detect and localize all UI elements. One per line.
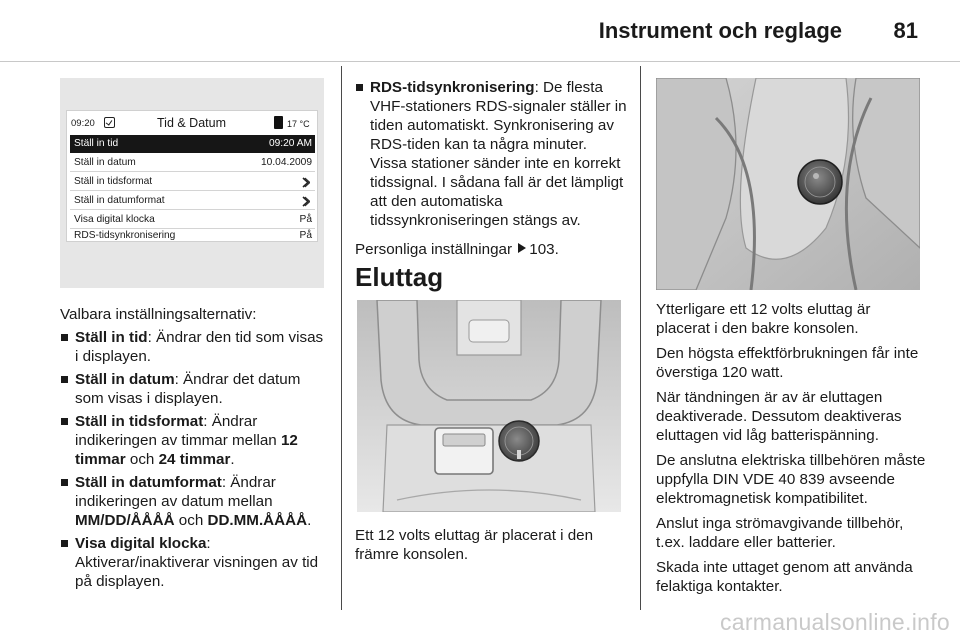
option-desc: : De flesta VHF-stationers RDS-signaler ställer in tiden automatiskt. Synkronisering av RDS-tiden kan ta några minuter. Vissa stationer sänder inte en korrekt tidssignal. I sådana fall är det lämpligt att den automatiska tidssynkroniseringen stängs av. xyxy=(370,79,627,229)
menu-row-value: På xyxy=(299,214,312,225)
option-desc: och xyxy=(125,451,159,468)
option-rds-sync xyxy=(355,78,627,230)
column-divider-right xyxy=(640,66,641,610)
option-term: Ställ in datum xyxy=(75,371,175,388)
option-desc: : Ändrar indikeringen av datum mellan xyxy=(75,474,276,510)
personal-settings-reference xyxy=(355,240,627,259)
page-reference-icon xyxy=(518,243,526,253)
display-illustration xyxy=(60,78,324,288)
menu-row-digital-clock xyxy=(70,211,315,229)
option-desc: . xyxy=(230,451,235,468)
option-desc: och xyxy=(174,512,208,529)
rear-console-socket-photo xyxy=(656,78,920,290)
socket-paragraph: Ytterligare ett 12 volts eluttag är placerat i den bakre konsolen. xyxy=(656,301,871,337)
option-value: 24 timmar xyxy=(158,451,231,468)
submenu-arrow-icon xyxy=(302,177,310,188)
socket-paragraph: När tändningen är av är eluttagen deaktiverade. Dessutom deaktiveras eluttagen vid låg batterispänning. xyxy=(656,389,902,444)
menu-row-label: Ställ in datum xyxy=(74,157,136,168)
bullet-square-icon xyxy=(61,376,68,383)
option-desc: : Ändrar den tid som visas i displayen. xyxy=(75,329,324,365)
submenu-arrow-icon xyxy=(302,196,310,207)
options-intro: Valbara inställningsalternativ: xyxy=(60,306,257,323)
section-heading-eluttag: Eluttag xyxy=(355,262,444,292)
clock-icon xyxy=(104,117,115,128)
bullet-square-icon xyxy=(61,334,68,341)
menu-row-label: RDS-tidsynkronisering xyxy=(74,230,176,241)
header-divider xyxy=(0,61,960,62)
option-set-date xyxy=(60,370,330,408)
menu-row-label: Visa digital klocka xyxy=(74,214,155,225)
option-term: Ställ in tidsformat xyxy=(75,413,204,430)
option-term: Ställ in tid xyxy=(75,329,148,346)
menu-row-set-time xyxy=(70,135,315,153)
bullet-square-icon xyxy=(356,84,363,91)
socket-paragraph: Skada inte uttaget genom att använda felaktiga kontakter. xyxy=(656,559,913,595)
option-value: MM/DD/ÅÅÅÅ xyxy=(75,512,175,529)
rds-section-text xyxy=(355,78,627,259)
socket-paragraph: De anslutna elektriska tillbehören måste uppfylla DIN VDE 40 839 avseende elektromagnetisk kompatibilitet. xyxy=(656,452,926,507)
front-console-illustration xyxy=(357,300,621,512)
option-desc: : Ändrar det datum som visas i displayen. xyxy=(75,371,301,407)
screen-time: 09:20 xyxy=(71,118,95,129)
watermark: carmanualsonline.info xyxy=(719,609,950,635)
reference-text: Personliga inställningar xyxy=(355,241,513,258)
page-number: 81 xyxy=(893,18,918,43)
option-time-format xyxy=(60,412,330,469)
reference-page: 103. xyxy=(529,241,559,258)
option-desc: . xyxy=(307,512,312,529)
front-socket-caption: Ett 12 volts eluttag är placerat i den främre konsolen. xyxy=(355,527,594,563)
socket-paragraph: Den högsta effektförbrukningen får inte överstiga 120 watt. xyxy=(656,345,919,381)
bullet-square-icon xyxy=(61,540,68,547)
menu-row-set-date xyxy=(70,154,315,172)
menu-row-label: Ställ in tidsformat xyxy=(74,176,153,187)
menu-row-date-format xyxy=(70,192,315,210)
menu-row-value: 09:20 AM xyxy=(268,138,312,149)
option-set-time xyxy=(60,328,330,366)
bullet-square-icon xyxy=(61,418,68,425)
menu-row-time-format xyxy=(70,173,315,191)
option-desc: : Aktiverar/inaktiverar visningen av tid på displayen. xyxy=(75,535,319,590)
menu-row-rds-sync xyxy=(70,230,315,243)
socket-paragraph: Anslut inga strömavgivande tillbehör, t.ex. laddare eller batterier. xyxy=(656,515,904,551)
page-header xyxy=(0,0,960,62)
option-value: DD.MM.ÅÅÅÅ xyxy=(207,512,308,529)
option-value: 12 timmar xyxy=(75,432,298,468)
menu-row-label: Ställ in datumformat xyxy=(74,195,165,206)
option-term: Visa digital klocka xyxy=(75,535,207,552)
page-title: Instrument och reglage xyxy=(598,18,842,43)
option-date-format xyxy=(60,473,330,530)
menu-row-value: 10.04.2009 xyxy=(261,157,312,168)
option-digital-clock xyxy=(60,534,330,591)
front-console-socket-photo xyxy=(357,300,621,512)
option-term: RDS-tidsynkronisering xyxy=(370,79,535,96)
screen-title: Tid & Datum xyxy=(157,116,227,130)
menu-row-value: På xyxy=(299,230,312,241)
screen-status-bar xyxy=(67,113,317,135)
bullet-square-icon xyxy=(61,479,68,486)
screen-temperature: 17 °C xyxy=(287,119,310,129)
rear-console-illustration xyxy=(656,78,920,290)
thermometer-icon xyxy=(274,116,283,129)
option-desc: : Ändrar indikeringen av timmar mellan xyxy=(75,413,281,449)
menu-row-label: Ställ in tid xyxy=(74,138,119,149)
option-term: Ställ in datumformat xyxy=(75,474,222,491)
settings-options-text xyxy=(60,305,330,591)
power-socket-text xyxy=(656,300,928,596)
time-date-screen xyxy=(66,110,318,242)
column-divider-left xyxy=(341,66,342,610)
